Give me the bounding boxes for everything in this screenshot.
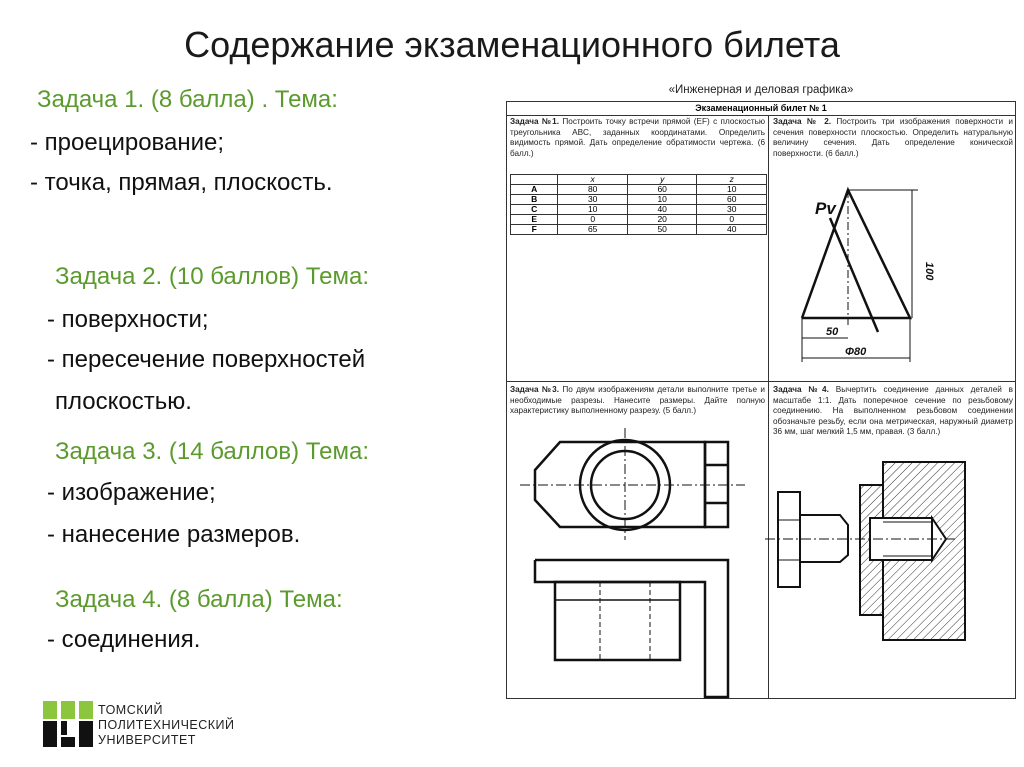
- task2-heading: Задача 2. (10 баллов) Тема:: [55, 263, 369, 290]
- task3-description: По двум изображениям детали выполните третье и необходимые разрезы. Нанесите размеры. Дайте полную характеристику выполненному разрезу. (5 балл.): [510, 385, 765, 415]
- task3-text: [510, 385, 765, 417]
- table-header: z: [697, 175, 767, 185]
- height-dimension: 100: [923, 262, 935, 281]
- task3-topic: - нанесение размеров.: [47, 521, 301, 548]
- ticket-course: «Инженерная и деловая графика»: [668, 84, 854, 96]
- diameter-dimension: Φ80: [845, 346, 867, 358]
- plane-label: Pv: [815, 199, 836, 218]
- table-cell: 50: [627, 225, 697, 235]
- table-cell: 20: [627, 215, 697, 225]
- task4-topic: - соединения.: [47, 626, 201, 653]
- table-cell: 40: [697, 225, 767, 235]
- task2-label: Задача № 2.: [773, 117, 832, 126]
- task1-topic: - проецирование;: [30, 129, 225, 156]
- task2-text: [773, 117, 1013, 159]
- logo-line: ТОМСКИЙ: [98, 703, 163, 717]
- university-name: [98, 703, 235, 748]
- table-cell: A: [511, 185, 558, 195]
- table-cell: 60: [697, 195, 767, 205]
- table-cell: B: [511, 195, 558, 205]
- table-row: [511, 205, 767, 215]
- ticket-header: Экзаменационный билет № 1: [507, 102, 1015, 116]
- table-cell: 0: [697, 215, 767, 225]
- exam-ticket: [506, 101, 1016, 699]
- table-header: [511, 175, 558, 185]
- task4-text: [773, 385, 1013, 438]
- table-row: [511, 195, 767, 205]
- table-cell: 0: [558, 215, 628, 225]
- table-cell: F: [511, 225, 558, 235]
- logo-line: ПОЛИТЕХНИЧЕСКИЙ: [98, 718, 235, 732]
- task2-description: Построить три изображения поверхности и сечения поверхности плоскостью. Определить натуральную величину сечения. Дать определение конической поверхности. (6 балл.): [773, 117, 1013, 158]
- table-cell: 80: [558, 185, 628, 195]
- table-row: [511, 185, 767, 195]
- task1-label: Задача №1.: [510, 117, 559, 126]
- table-cell: 10: [697, 185, 767, 195]
- slide-title: Содержание экзаменационного билета: [184, 24, 840, 65]
- coordinates-table: [510, 174, 767, 235]
- divider-horizontal: [507, 381, 1015, 382]
- task1-heading: Задача 1. (8 балла) . Тема:: [37, 86, 338, 113]
- table-row: [511, 215, 767, 225]
- divider-vertical: [768, 115, 769, 698]
- table-cell: 65: [558, 225, 628, 235]
- task2-topic: - поверхности;: [47, 306, 209, 333]
- task3-topic: - изображение;: [47, 479, 216, 506]
- table-row: [511, 225, 767, 235]
- table-header: y: [627, 175, 697, 185]
- task4-description: Вычертить соединение данных деталей в масштабе 1:1. Дать поперечное сечение по резьбовому соединению. На выполненном резьбовом соединении обозначьте резьбу, если она метрическая, наружный диаметр 36 мм, шаг мелкий 1,5 мм, правая. (3 балл.): [773, 385, 1013, 436]
- task3-label: Задача №3.: [510, 385, 559, 394]
- table-cell: 30: [558, 195, 628, 205]
- task2-topic: плоскостью.: [55, 388, 192, 415]
- task3-heading: Задача 3. (14 баллов) Тема:: [55, 438, 369, 465]
- half-dimension: 50: [826, 326, 839, 338]
- table-cell: 10: [558, 205, 628, 215]
- task2-topic: - пересечение поверхностей: [47, 346, 366, 373]
- task1-description: Построить точку встречи прямой (EF) с плоскостью треугольника ABC, заданных координатами. Определить видимость прямой. Дать определение обратимости чертежа. (6 балл.): [510, 117, 765, 158]
- table-cell: E: [511, 215, 558, 225]
- table-cell: 30: [697, 205, 767, 215]
- task4-heading: Задача 4. (8 балла) Тема:: [55, 586, 343, 613]
- table-cell: 10: [627, 195, 697, 205]
- university-logo: [43, 701, 93, 747]
- table-cell: 40: [627, 205, 697, 215]
- task1-text: [510, 117, 765, 159]
- table-cell: C: [511, 205, 558, 215]
- logo-line: УНИВЕРСИТЕТ: [98, 733, 196, 747]
- task4-label: Задача №4.: [773, 385, 829, 394]
- table-header: x: [558, 175, 628, 185]
- task1-topic: - точка, прямая, плоскость.: [30, 169, 333, 196]
- table-cell: 60: [627, 185, 697, 195]
